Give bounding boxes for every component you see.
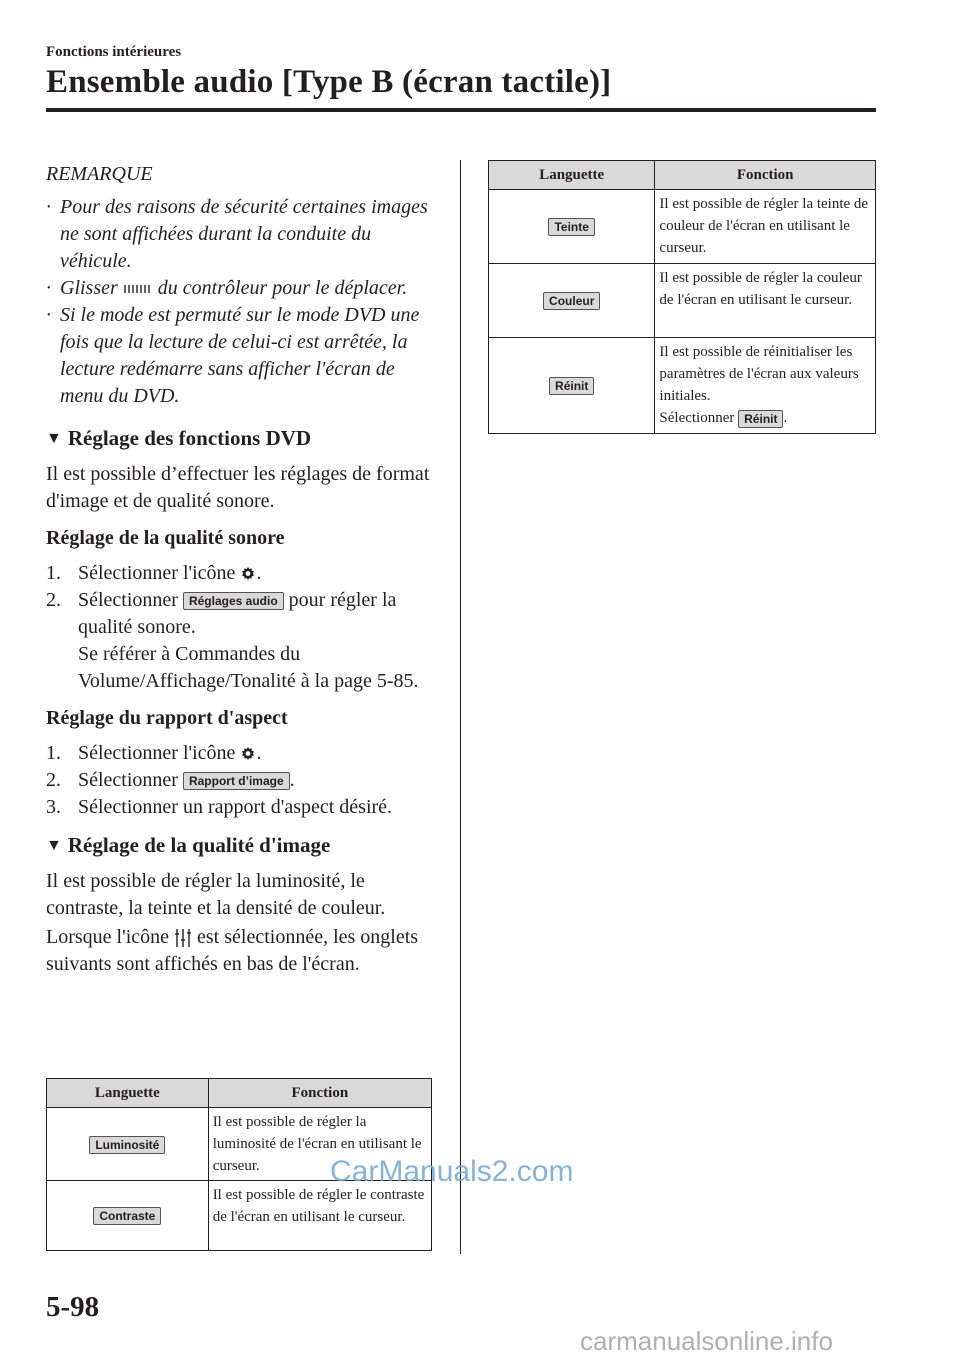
contrast-tab: Contraste — [93, 1207, 161, 1225]
step-text: . — [289, 769, 295, 791]
reset-button: Réinit — [738, 410, 783, 428]
paragraph: Il est possible d’effectuer les réglages de format d'image et de qualité sonore. — [46, 463, 430, 512]
table-row — [489, 190, 876, 264]
remark-text: du contrôleur pour le déplacer. — [157, 277, 408, 299]
step — [46, 740, 438, 767]
table-row — [47, 1181, 432, 1251]
step-text: . — [256, 562, 262, 584]
step — [46, 587, 438, 695]
step-text: . — [256, 742, 262, 764]
remark-item — [46, 275, 438, 302]
tab-cell — [47, 1181, 209, 1251]
equalizer-icon — [174, 928, 192, 948]
drag-handle-icon — [123, 284, 153, 294]
column-header: Languette — [47, 1079, 209, 1108]
section-heading — [46, 831, 438, 860]
step-number: 3. — [46, 796, 61, 818]
bullet: · — [46, 196, 51, 218]
step-number: 1. — [46, 742, 61, 764]
step-text: Sélectionner l'icône — [78, 742, 236, 764]
remark-item — [46, 302, 438, 410]
column-header: Languette — [489, 161, 655, 190]
step — [46, 794, 438, 821]
paragraph — [46, 924, 438, 978]
step-text: Se référer à Commandes du Volume/Affichage/Tonalité à la page 5-85. — [78, 643, 419, 692]
heading-text: Réglage de la qualité d'image — [67, 833, 331, 857]
tint-tab: Teinte — [548, 218, 594, 236]
function-text: Il est possible de réinitialiser les paramètres de l'écran aux valeurs initiales. — [659, 344, 859, 404]
heading-text: Réglage des fonctions DVD — [67, 426, 312, 450]
step-text: Sélectionner un rapport d'aspect désiré. — [78, 796, 393, 818]
triangle-icon: ▼ — [46, 837, 62, 854]
watermark: CarManuals2.com — [330, 1155, 574, 1188]
table-row — [489, 338, 876, 434]
function-cell: Il est possible de régler la luminosité de l'écran en utilisant le curseur. — [208, 1108, 431, 1181]
reset-tab: Réinit — [549, 377, 594, 395]
paragraph: Il est possible de régler la luminosité, le contraste, la teinte et la densité de couleur. — [46, 870, 386, 919]
step — [46, 767, 438, 794]
step-text: pour régler la qualité sonore. — [78, 589, 397, 638]
section-label: Fonctions intérieures — [46, 44, 182, 60]
step — [46, 560, 438, 587]
para-text: est sélectionnée, les onglets suivants sont affichés en bas de l'écran. — [46, 926, 419, 975]
table-row — [489, 264, 876, 338]
luminosity-tab: Luminosité — [89, 1136, 165, 1154]
column-header: Fonction — [208, 1079, 431, 1108]
tab-cell — [47, 1108, 209, 1181]
remark-heading: REMARQUE — [46, 163, 153, 185]
para-text: Lorsque l'icône — [46, 926, 170, 948]
tab-cell — [489, 190, 655, 264]
page-number: 5-98 — [46, 1291, 100, 1323]
remark-text: Glisser — [60, 277, 118, 299]
column-header: Fonction — [655, 161, 876, 190]
bullet: · — [46, 277, 51, 299]
tab-cell — [489, 338, 655, 434]
triangle-icon: ▼ — [46, 430, 62, 447]
tab-table-right — [488, 160, 876, 434]
step-text: Sélectionner — [78, 589, 178, 611]
gear-icon — [240, 746, 256, 762]
step-text: Sélectionner l'icône — [78, 562, 236, 584]
step-number: 2. — [46, 589, 61, 611]
function-text: Sélectionner — [659, 410, 735, 426]
step-number: 1. — [46, 562, 61, 584]
function-text: . — [783, 410, 788, 426]
function-cell: Il est possible de régler la teinte de couleur de l'écran en utilisant le curseur. — [655, 190, 876, 264]
title-rule — [46, 108, 876, 112]
remark-text: Si le mode est permuté sur le mode DVD une fois que la lecture de celui-ci est arrêtée, la lecture redémarre sans afficher l'écran de menu du DVD. — [60, 304, 420, 407]
step-text: Sélectionner — [78, 769, 178, 791]
footer-site: carmanualsonline.info — [580, 1326, 833, 1356]
function-cell: Il est possible de régler le contraste de l'écran en utilisant le curseur. — [208, 1181, 431, 1251]
remark-item — [46, 194, 438, 275]
tab-cell — [489, 264, 655, 338]
aspect-ratio-button: Rapport d’image — [183, 772, 290, 790]
left-column — [46, 160, 438, 988]
subsection-heading: Réglage du rapport d'aspect — [46, 707, 288, 729]
gear-icon — [240, 566, 256, 582]
function-cell: Il est possible de régler la couleur de l'écran en utilisant le curseur. — [655, 264, 876, 338]
column-divider — [460, 160, 461, 1254]
color-tab: Couleur — [543, 292, 600, 310]
subsection-heading: Réglage de la qualité sonore — [46, 527, 285, 549]
function-cell — [655, 338, 876, 434]
remark-text: Pour des raisons de sécurité certaines images ne sont affichées durant la conduite du véhicule. — [60, 196, 428, 272]
step-number: 2. — [46, 769, 61, 791]
bullet: · — [46, 304, 51, 326]
audio-settings-button: Réglages audio — [183, 592, 284, 610]
section-heading — [46, 424, 438, 453]
page-title: Ensemble audio [Type B (écran tactile)] — [46, 64, 612, 100]
